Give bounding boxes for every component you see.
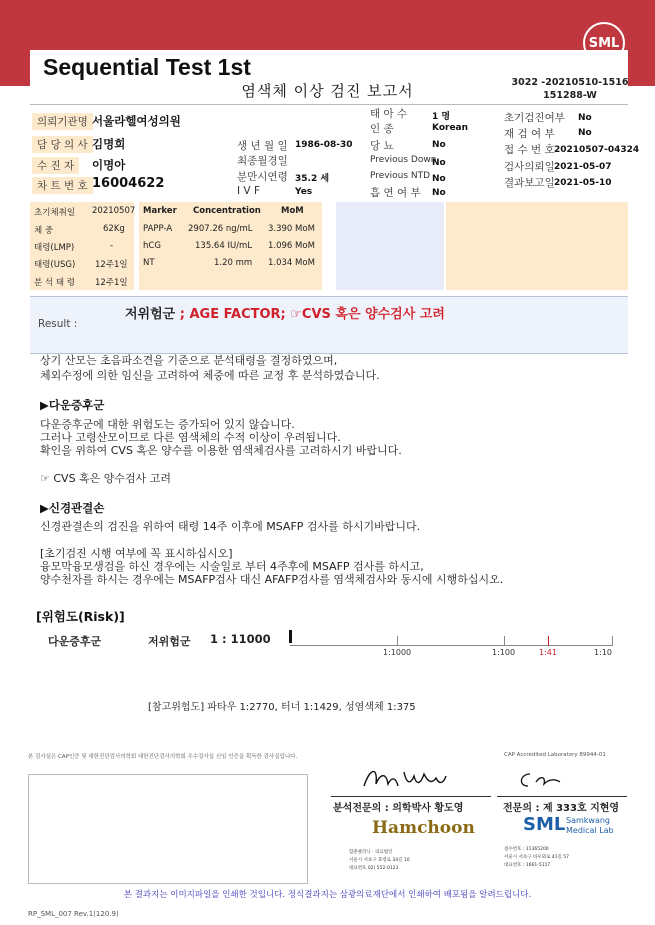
report-subtitle: 염색체 이상 검진 보고서: [241, 82, 414, 100]
scale-label-10: 1:10: [594, 648, 612, 657]
scale-tick-10: [612, 636, 613, 646]
prev-down-value: No: [432, 158, 446, 168]
institution-value: 서울라헬여성의원: [92, 114, 181, 128]
sml-logo: SML: [523, 814, 566, 835]
diabetes-label: 당 뇨: [370, 140, 394, 152]
examinee-value: 이명아: [92, 158, 126, 172]
result-highlight: ; AGE FACTOR; ☞CVS 혹은 양수검사 고려: [179, 307, 445, 322]
prev-ntd-value: No: [432, 174, 446, 184]
lmp-label: 최종월경일: [237, 155, 288, 167]
marker-conc-0: 2907.26 ng/mL: [188, 224, 253, 234]
marker-header-conc: Concentration: [193, 206, 261, 216]
birth-value: 1986-08-30: [295, 140, 353, 150]
measure-value-2: -: [110, 241, 114, 251]
risk-ratio: 1 : 11000: [210, 632, 271, 646]
measure-label-3: 태령(USG): [34, 260, 76, 270]
sml-logo-top: SML: [583, 22, 625, 64]
retest-label: 재 검 여 부: [504, 128, 555, 140]
sml-info: 접수번호 : 11365200 서울시 서초구 바우뫼로 41길 57 대표번호 : 1661-5117: [504, 847, 569, 868]
request-value: 2021-05-07: [554, 162, 612, 172]
prev-down-label: Previous Down: [370, 155, 437, 165]
body-p2-line1: 다운증후군에 대한 위험도는 증가되어 있지 않습니다.: [40, 418, 295, 431]
initial-label: 초기검진여부: [504, 112, 565, 124]
bottom-notice: 본 결과지는 이미지파일을 인쇄한 것입니다. 정식결과지는 삼광의료재단에서 인쇄하여 배포됨을 알려드립니다.: [123, 890, 532, 900]
risk-scale-line: [290, 645, 613, 646]
signer2-label: 전문의 : 제 333호 지현영: [503, 803, 620, 814]
marker-header-mom: MoM: [281, 206, 304, 216]
measure-label-4: 분 석 태 령: [34, 278, 75, 288]
doctor-label: 담 당 의 사: [32, 136, 93, 153]
measure-value-1: 62Kg: [103, 224, 125, 234]
result-text: [125, 303, 445, 322]
marker-name-0: PAPP-A: [143, 224, 173, 234]
accreditation-note: 본 검사실은 CAP인증 및 대한진단검사의학회 대한진단검사의학회 우수검사실 신임 인증을 획득한 검사실입니다.: [28, 754, 298, 760]
age-label: 분만시연령: [237, 171, 288, 183]
measure-label-0: 초기체취일: [34, 208, 76, 218]
marker-mom-1: 1.096 MoM: [268, 241, 315, 251]
report-value: 2021-05-10: [554, 178, 612, 188]
request-label: 검사의뢰일: [504, 161, 555, 173]
examinee-label: 수 진 자: [32, 157, 79, 174]
smoking-value: No: [432, 188, 446, 198]
result-prefix: 저위험군: [125, 307, 180, 322]
chart-label: 차 트 번 호: [32, 177, 93, 194]
risk-title: [위험도(Risk)]: [36, 609, 125, 624]
body-p5-line1: [초기검진 시행 여부에 꼭 표시하십시오]: [40, 547, 233, 560]
hamchoon-info: 함춘클리닉 · 의료법인 서울시 서초구 효령로 34길 10 대표번호 02) 552-0123: [349, 850, 410, 871]
body-p4: 신경관결손의 검진을 위하여 태령 14주 이후에 MSAFP 검사를 하시기바랍니다.: [40, 520, 421, 533]
hamchoon-logo: Hamchoon: [372, 818, 475, 838]
chart-value: 16004622: [92, 176, 165, 191]
marker-name-2: NT: [143, 258, 155, 268]
report-title: Sequential Test 1st: [43, 54, 251, 80]
measure-label-2: 태령(LMP): [34, 243, 75, 253]
body-p1-line1: 상기 산모는 초음파소견을 기준으로 분석태령을 결정하였으며,: [40, 354, 338, 367]
body-p1-line2: 체외수정에 의한 임신을 고려하여 체중에 따른 교정 후 분석하였습니다.: [40, 369, 380, 382]
ivf-label: I V F: [237, 185, 260, 197]
diabetes-value: No: [432, 140, 446, 150]
result-label: Result :: [38, 318, 78, 330]
fetus-value: 1 명: [432, 112, 451, 122]
risk-condition: 다운증후군: [48, 635, 102, 648]
scale-label-1000: 1:1000: [383, 648, 412, 657]
marker-conc-2: 1.20 mm: [214, 258, 253, 268]
body-p5-line2: 융모막융모생검을 하신 경우에는 시술일로 부터 4주후에 MSAFP 검사를 하시고,: [40, 560, 424, 573]
body-p3: ☞ CVS 혹은 양수검사 고려: [40, 472, 172, 485]
risk-marker: [289, 630, 292, 643]
header-separator: [30, 104, 628, 105]
marker-conc-1: 135.64 IU/mL: [195, 241, 253, 251]
receipt-label: 접 수 번 호: [504, 144, 555, 156]
signer1-label: 분석전문의 : 의학박사 황도영: [333, 803, 464, 814]
heading-down: ▶다운증후군: [40, 398, 105, 412]
race-value: Korean: [432, 123, 469, 133]
cap-note: CAP Accredited Laboratory 89944-01: [504, 752, 606, 758]
body-p5-line3: 양수천자를 하시는 경우에는 MSAFP검사 대신 AFAFP검사를 염색체검사와 동시에 시행하십시오.: [40, 573, 504, 586]
measure-value-4: 12주1일: [95, 278, 128, 288]
scale-tick-100: [504, 636, 505, 646]
measure-value-0: 20210507: [92, 206, 136, 216]
scale-label-100: 1:100: [492, 648, 516, 657]
form-code: RP_SML_007 Rev.1(120.9): [28, 910, 119, 918]
signature-line-1: [331, 796, 491, 797]
ivf-value: Yes: [295, 187, 313, 197]
smoking-label: 흡 연 여 부: [370, 187, 421, 199]
scale-tick-41: [548, 636, 549, 646]
document-number: 3022 -20210510-1516 151288-W: [511, 77, 629, 101]
retest-value: No: [578, 128, 592, 138]
heading-ntd: ▶신경관결손: [40, 501, 105, 515]
signature-ji: [516, 768, 566, 790]
body-p2-line3: 확인을 위하여 CVS 혹은 양수를 이용한 염색체검사를 고려하시기 바랍니다.: [40, 444, 402, 457]
prev-ntd-label: Previous NTD: [370, 171, 431, 181]
measure-value-3: 12주1일: [95, 260, 128, 270]
comment-box: [28, 774, 308, 884]
initial-value: No: [578, 113, 592, 123]
report-label: 결과보고일: [504, 177, 555, 189]
marker-mom-2: 1.034 MoM: [268, 258, 315, 268]
marker-mom-0: 3.390 MoM: [268, 224, 315, 234]
measure-label-1: 체 중: [34, 226, 54, 236]
institution-label: 의뢰기관명: [32, 113, 93, 130]
risk-group: 저위험군: [148, 635, 191, 648]
age-value: 35.2 세: [295, 174, 330, 184]
risk-reference: [참고위험도] 파타우 1:2770, 터너 1:1429, 성염색체 1:375: [148, 702, 416, 713]
marker-header-marker: Marker: [143, 206, 177, 216]
signature-line-2: [497, 796, 627, 797]
doctor-value: 김명희: [92, 137, 126, 151]
marker-name-1: hCG: [143, 241, 161, 251]
blank-panel-blue: [336, 202, 444, 290]
sml-logo-sub: Samkwang Medical Lab: [566, 816, 614, 835]
fetus-label: 태 아 수: [370, 108, 408, 120]
scale-label-41: 1:41: [539, 648, 557, 657]
scale-tick-1000: [397, 636, 398, 646]
blank-panel-orange: [446, 202, 628, 290]
receipt-value: 20210507-04324: [554, 145, 640, 155]
race-label: 인 종: [370, 123, 394, 135]
body-p2-line2: 그러나 고령산모이므로 다른 염색체의 수적 이상이 우려됩니다.: [40, 431, 341, 444]
signature-hwang: [360, 762, 450, 794]
birth-label: 생 년 월 일: [237, 140, 288, 152]
